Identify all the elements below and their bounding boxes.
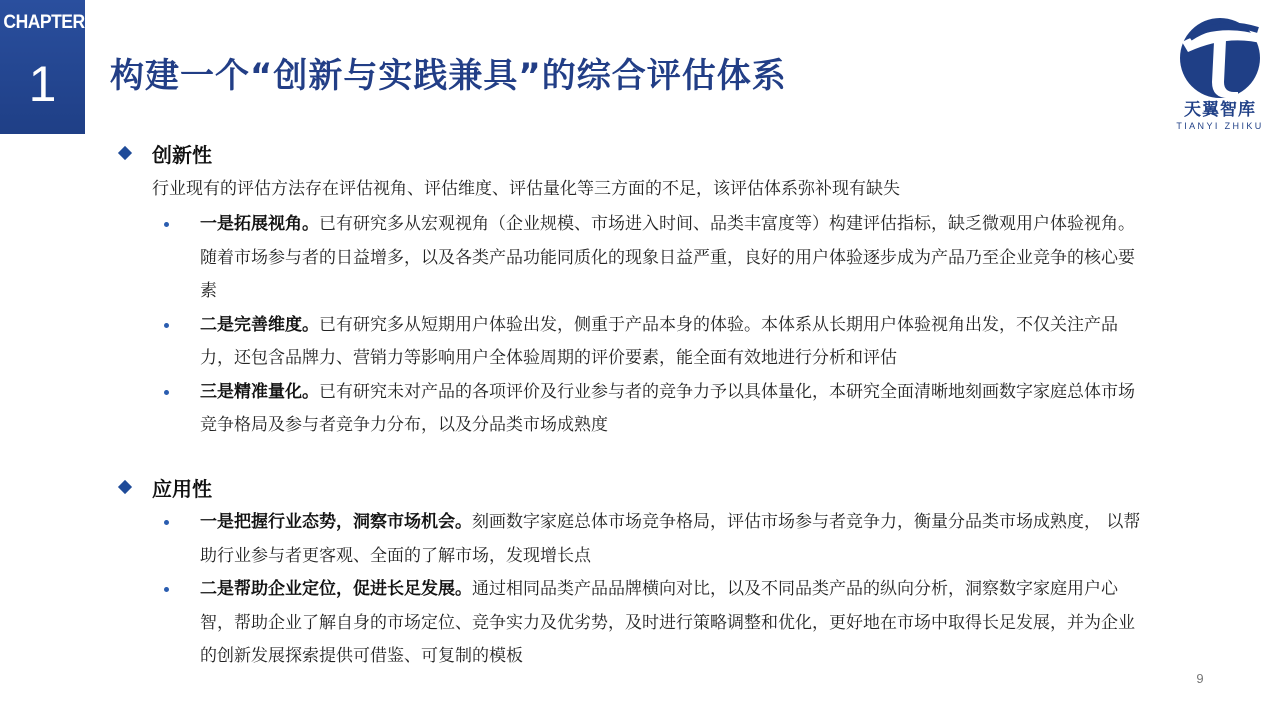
section-title: 应用性	[152, 476, 212, 501]
bullet-dot-icon	[164, 222, 169, 227]
list-item	[116, 573, 1146, 674]
list-item	[116, 376, 1146, 443]
list-item	[116, 309, 1146, 376]
chapter-label: CHAPTER	[3, 12, 85, 33]
chapter-number: 1	[28, 56, 57, 112]
bullet-lead: 一是拓展视角。	[200, 214, 319, 234]
section-intro: 行业现有的评估方法存在评估视角、评估维度、评估量化等三方面的不足，该评估体系弥补现有缺失	[152, 179, 900, 199]
bullet-dot-icon	[164, 323, 169, 328]
bullet-list	[116, 506, 1146, 674]
logo-pinyin: TIANYI ZHIKU	[1176, 121, 1264, 131]
bullet-text: 已有研究多从宏观视角（企业规模、市场进入时间、品类丰富度等）构建评估指标，缺乏微观用户体验视角。随着市场参与者的日益增多，以及各类产品功能同质化的现象日益严重，良好的用户体验逐步成为产品乃至企业竞争的核心要素	[200, 214, 1135, 301]
bullet-text: 已有研究多从短期用户体验出发，侧重于产品本身的体验。本体系从长期用户体验视角出发，不仅关注产品力，还包含品牌力、营销力等影响用户全体验周期的评价要素，能全面有效地进行分析和评估	[200, 314, 1118, 368]
logo-name: 天翼智库	[1184, 100, 1256, 120]
bullet-dot-icon	[164, 390, 169, 395]
section-header	[116, 138, 1146, 168]
list-item	[116, 506, 1146, 573]
page-title: 构建一个“创新与实践兼具”的综合评估体系	[110, 56, 787, 96]
bullet-text: 通过相同品类产品品牌横向对比，以及不同品类产品的纵向分析，洞察数字家庭用户心智，帮助企业了解自身的市场定位、竞争实力及优劣势，及时进行策略调整和优化，更好地在市场中取得长足发展，并为企业的创新发展探索提供可借鉴、可复制的模板	[200, 579, 1135, 666]
bullet-text: 已有研究未对产品的各项评价及行业参与者的竞争力予以具体量化，本研究全面清晰地刻画数字家庭总体市场竞争格局及参与者竞争力分布，以及分品类市场成熟度	[200, 381, 1135, 435]
bullet-lead: 二是完善维度。	[200, 314, 319, 335]
bullet-text: 刻画数字家庭总体市场竞争格局，评估市场参与者竞争力，衡量分品类市场成熟度， 以帮助行业参与者更客观、全面的了解市场，发现增长点	[200, 512, 1141, 566]
section-title: 创新性	[152, 142, 212, 167]
diamond-bullet-icon	[118, 480, 132, 494]
section-innovation	[116, 138, 1146, 443]
bullet-dot-icon	[164, 520, 169, 525]
bullet-lead: 三是精准量化。	[200, 381, 319, 402]
bullet-lead: 一是把握行业态势，洞察市场机会。	[200, 512, 472, 532]
list-item	[116, 208, 1146, 309]
chapter-badge	[0, 0, 85, 134]
bullet-list	[116, 208, 1146, 443]
section-application	[116, 472, 1146, 674]
page-number: 9	[1196, 671, 1204, 686]
section-header	[116, 472, 1146, 502]
bullet-lead: 二是帮助企业定位，促进长足发展。	[200, 579, 472, 599]
diamond-bullet-icon	[118, 146, 132, 160]
bullet-dot-icon	[164, 587, 169, 592]
